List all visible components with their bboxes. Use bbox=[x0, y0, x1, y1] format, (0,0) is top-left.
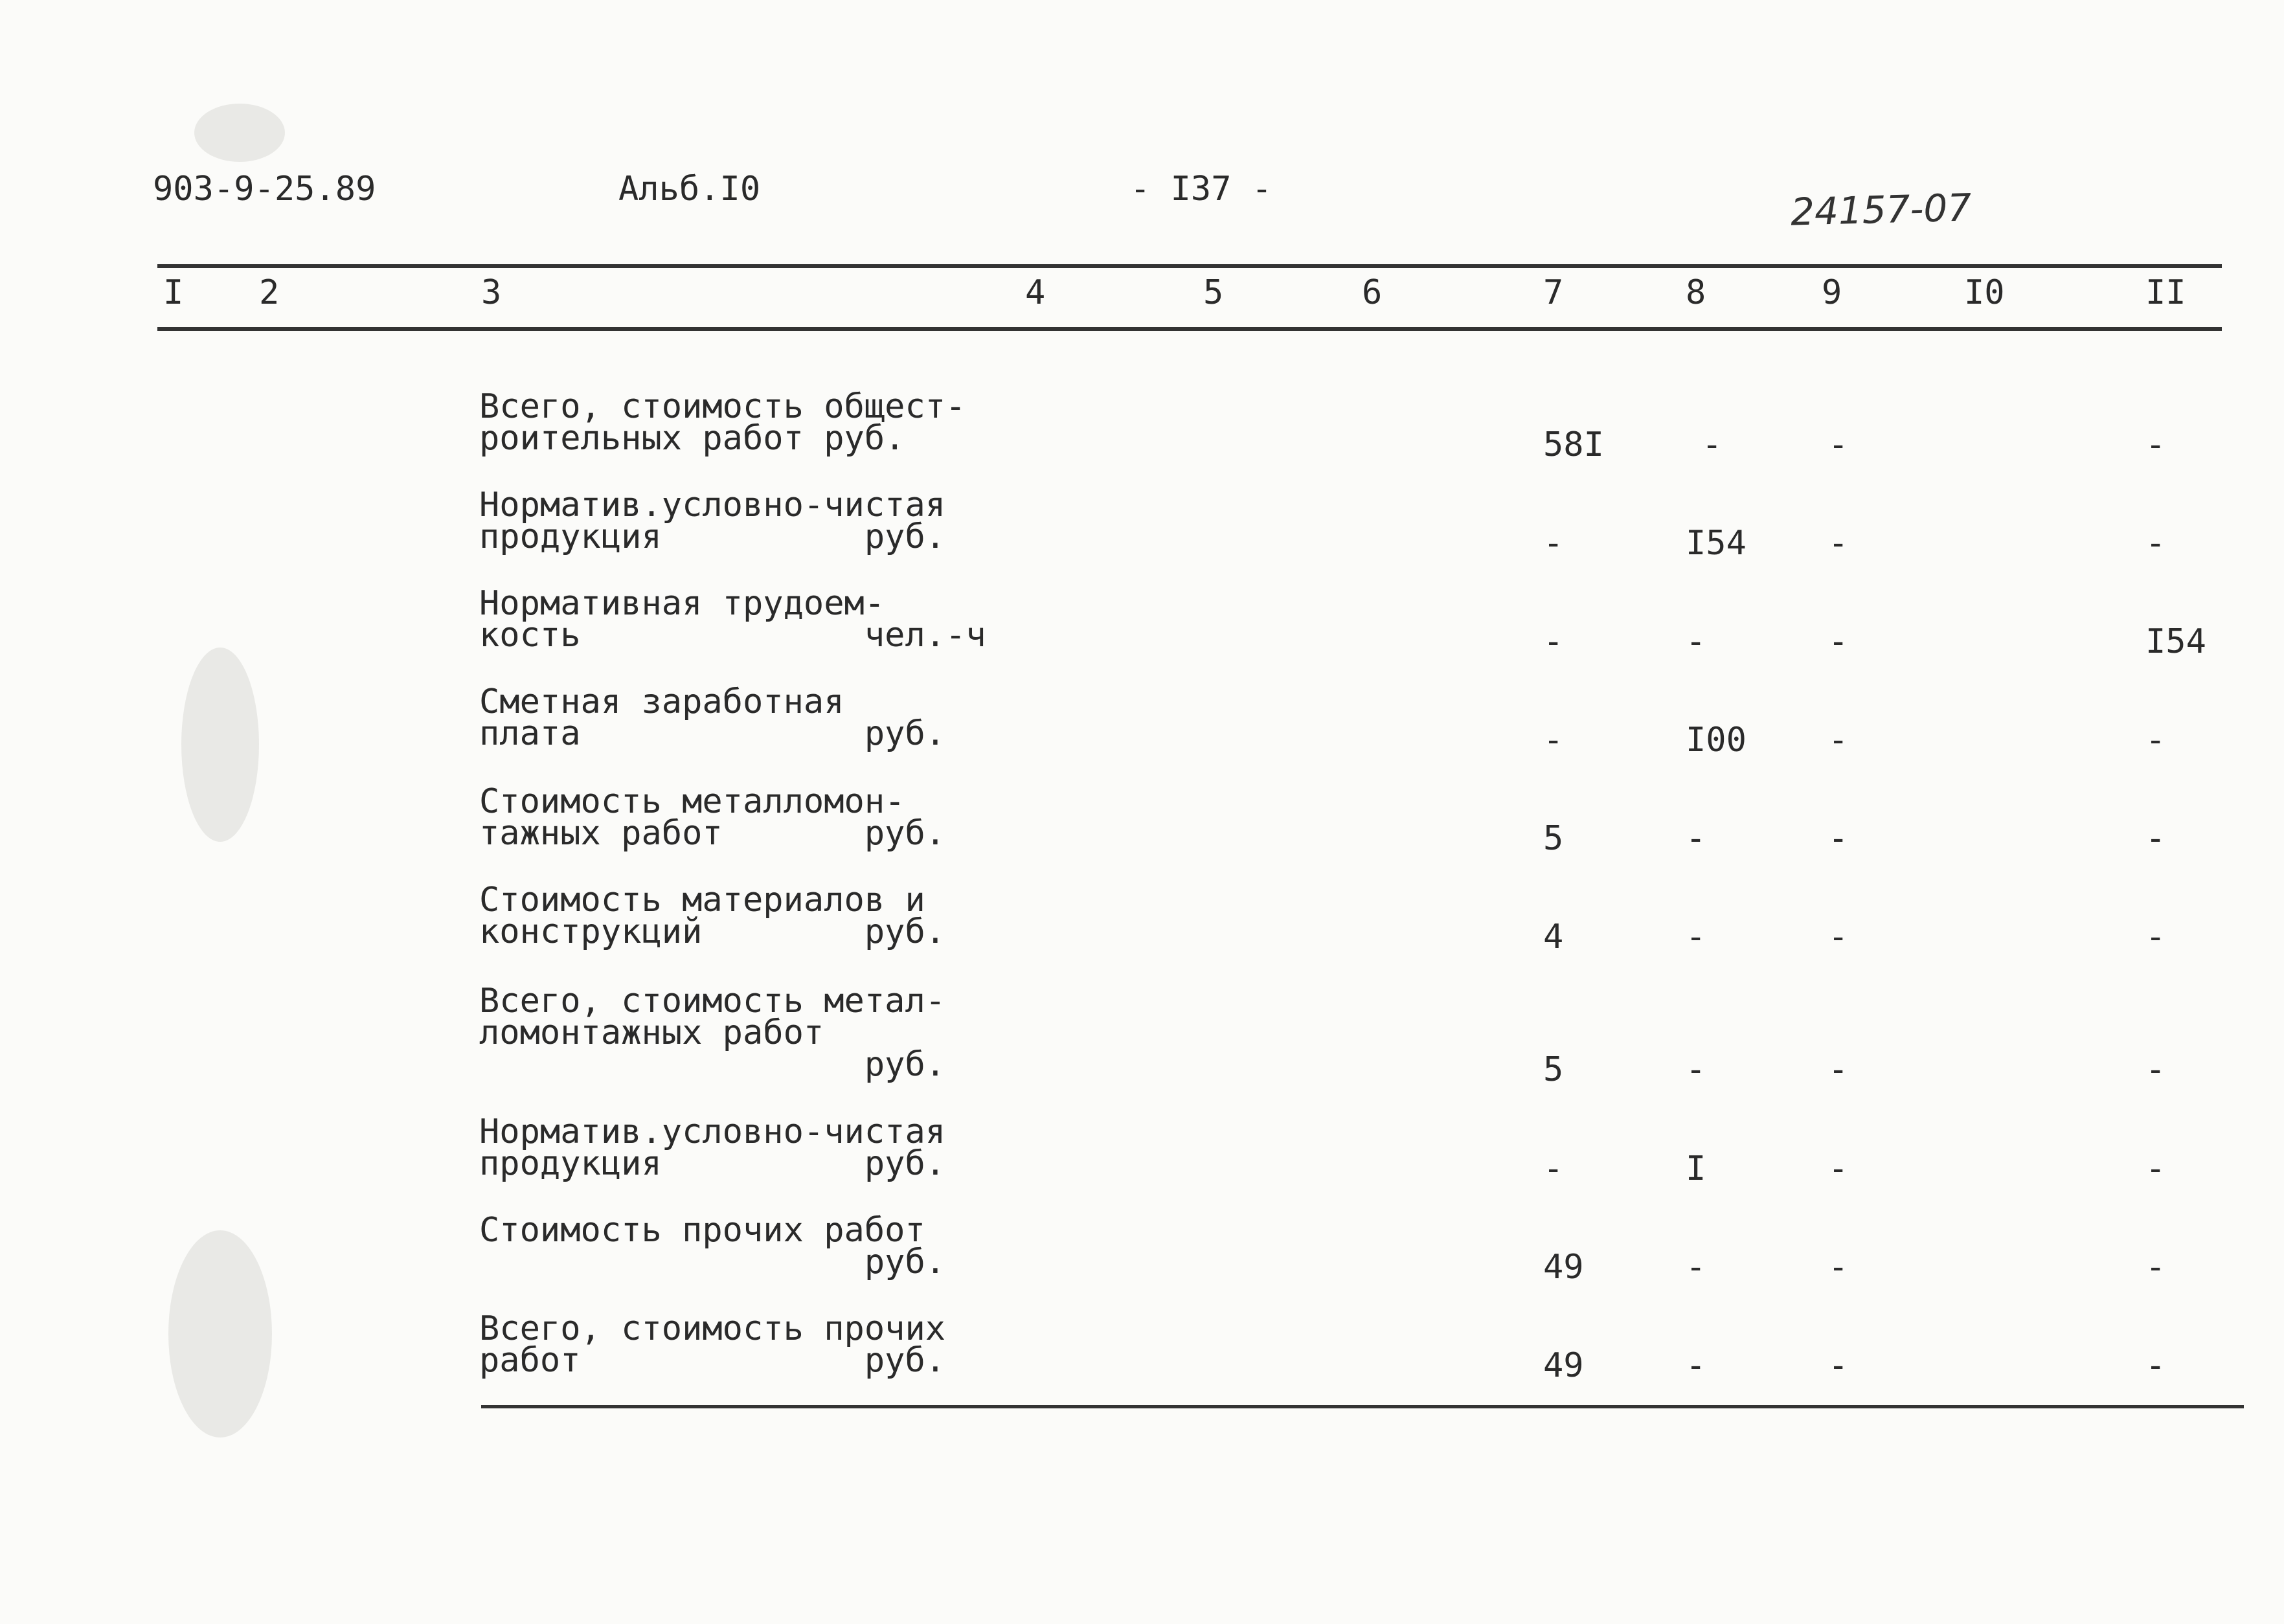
cell-col8: - bbox=[1686, 1248, 1706, 1287]
row-label: Сметная заработная плата руб. bbox=[479, 682, 946, 753]
row-label: Норматив.условно-чистая продукция руб. bbox=[479, 1112, 946, 1183]
scan-speckle bbox=[168, 1230, 272, 1438]
row-label: Всего, стоимость метал- ломонтажных работ руб. bbox=[479, 982, 946, 1084]
cell-col11: I54 bbox=[2145, 622, 2206, 661]
cell-col7: - bbox=[1543, 622, 1564, 661]
cell-col8: - bbox=[1686, 1346, 1706, 1385]
cell-col8: - bbox=[1686, 819, 1706, 858]
cell-col9: - bbox=[1828, 622, 1849, 661]
handwritten-code: 24157-07 bbox=[1790, 185, 1973, 234]
cell-col11: - bbox=[2145, 1149, 2166, 1188]
column-header: I bbox=[163, 273, 184, 312]
row-label: Норматив.условно-чистая продукция руб. bbox=[479, 486, 946, 556]
table-bottom-rule bbox=[481, 1405, 2244, 1408]
cell-col11: - bbox=[2145, 524, 2166, 563]
column-header: 5 bbox=[1203, 273, 1224, 312]
column-header: 3 bbox=[481, 273, 502, 312]
cell-col9: - bbox=[1828, 1050, 1849, 1089]
cell-col7: 4 bbox=[1543, 918, 1564, 956]
row-label: Нормативная трудоем- кость чел.-ч bbox=[479, 584, 986, 655]
cell-col11: - bbox=[2145, 1346, 2166, 1385]
table-top-rule bbox=[157, 264, 2222, 268]
album-number: Альб.I0 bbox=[618, 170, 761, 209]
row-label: Стоимость металломон- тажных работ руб. bbox=[479, 782, 946, 853]
cell-col8: - bbox=[1686, 918, 1706, 956]
cell-col8: I54 bbox=[1686, 524, 1747, 563]
column-header: 9 bbox=[1822, 273, 1842, 312]
cell-col11: - bbox=[2145, 819, 2166, 858]
cell-col9: - bbox=[1828, 819, 1849, 858]
cell-col7: 58I bbox=[1543, 425, 1604, 464]
row-label: Всего, стоимость общест- роительных работ руб. bbox=[479, 387, 966, 458]
column-header: II bbox=[2145, 273, 2186, 312]
scan-speckle bbox=[181, 648, 259, 842]
cell-col9: - bbox=[1828, 721, 1849, 760]
column-header: 4 bbox=[1025, 273, 1046, 312]
cell-col8: - bbox=[1686, 622, 1706, 661]
cell-col7: 5 bbox=[1543, 1050, 1564, 1089]
column-header: 8 bbox=[1686, 273, 1706, 312]
cell-col8: I00 bbox=[1686, 721, 1747, 760]
cell-col7: 49 bbox=[1543, 1248, 1584, 1287]
column-header: I0 bbox=[1964, 273, 2005, 312]
cell-col8: I bbox=[1686, 1149, 1706, 1188]
cell-col8: - bbox=[1686, 1050, 1706, 1089]
cell-col7: 5 bbox=[1543, 819, 1564, 858]
row-label: Стоимость материалов и конструкций руб. bbox=[479, 881, 946, 951]
cell-col9: - bbox=[1828, 1248, 1849, 1287]
cell-col9: - bbox=[1828, 1346, 1849, 1385]
row-label: Стоимость прочих работ руб. bbox=[479, 1211, 946, 1281]
cell-col9: - bbox=[1828, 1149, 1849, 1188]
cell-col8: - bbox=[1702, 425, 1723, 464]
cell-col7: - bbox=[1543, 524, 1564, 563]
row-label: Всего, стоимость прочих работ руб. bbox=[479, 1309, 946, 1380]
table-header-rule bbox=[157, 327, 2222, 331]
column-header: 2 bbox=[259, 273, 280, 312]
cell-col9: - bbox=[1828, 918, 1849, 956]
cell-col7: 49 bbox=[1543, 1346, 1584, 1385]
cell-col11: - bbox=[2145, 721, 2166, 760]
page-number: - I37 - bbox=[1130, 170, 1272, 209]
column-header: 6 bbox=[1362, 273, 1383, 312]
column-header: 7 bbox=[1543, 273, 1564, 312]
cell-col11: - bbox=[2145, 1050, 2166, 1089]
cell-col11: - bbox=[2145, 1248, 2166, 1287]
cell-col11: - bbox=[2145, 425, 2166, 464]
cell-col9: - bbox=[1828, 425, 1849, 464]
cell-col9: - bbox=[1828, 524, 1849, 563]
scan-speckle bbox=[194, 104, 285, 162]
document-number: 903-9-25.89 bbox=[153, 170, 376, 209]
cell-col11: - bbox=[2145, 918, 2166, 956]
cell-col7: - bbox=[1543, 1149, 1564, 1188]
cell-col7: - bbox=[1543, 721, 1564, 760]
